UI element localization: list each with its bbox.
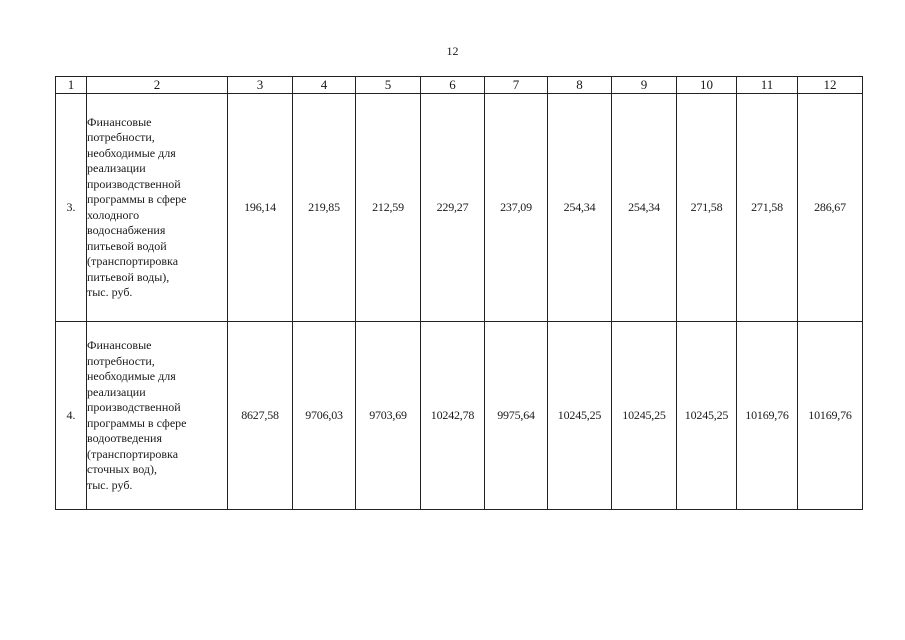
table-cell: 10245,25 bbox=[548, 322, 612, 510]
table-row bbox=[56, 94, 863, 322]
column-header: 11 bbox=[737, 77, 798, 94]
column-header: 8 bbox=[548, 77, 612, 94]
table-cell: 10169,76 bbox=[798, 322, 863, 510]
table-cell: 219,85 bbox=[293, 94, 356, 322]
table-cell: 10245,25 bbox=[612, 322, 677, 510]
column-header: 10 bbox=[677, 77, 737, 94]
page-number: 12 bbox=[446, 44, 459, 58]
table-cell: 237,09 bbox=[485, 94, 548, 322]
financial-needs-table bbox=[55, 76, 863, 510]
column-header: 4 bbox=[293, 77, 356, 94]
table-cell: 10245,25 bbox=[677, 322, 737, 510]
table-cell: 10169,76 bbox=[737, 322, 798, 510]
table-cell: 10242,78 bbox=[421, 322, 485, 510]
table-cell: 229,27 bbox=[421, 94, 485, 322]
table-cell: 254,34 bbox=[612, 94, 677, 322]
table-cell: 254,34 bbox=[548, 94, 612, 322]
column-header: 12 bbox=[798, 77, 863, 94]
row-description: Финансовые потребности, необходимые для реализации производственной программы в сфере холодного водоснабжения питьевой водой (транспортировка питьевой воды), тыс. руб. bbox=[87, 94, 228, 322]
column-header: 6 bbox=[421, 77, 485, 94]
table-cell: 9706,03 bbox=[293, 322, 356, 510]
table-cell: 271,58 bbox=[677, 94, 737, 322]
column-header: 3 bbox=[228, 77, 293, 94]
table-cell: 286,67 bbox=[798, 94, 863, 322]
row-number: 3. bbox=[56, 94, 87, 322]
table-row bbox=[56, 322, 863, 510]
table-cell: 9703,69 bbox=[356, 322, 421, 510]
table-cell: 196,14 bbox=[228, 94, 293, 322]
table-cell: 8627,58 bbox=[228, 322, 293, 510]
column-header: 2 bbox=[87, 77, 228, 94]
column-header: 7 bbox=[485, 77, 548, 94]
row-description: Финансовые потребности, необходимые для реализации производственной программы в сфере водоотведения (транспортировка сточных вод), тыс. руб. bbox=[87, 322, 228, 510]
row-number: 4. bbox=[56, 322, 87, 510]
table-cell: 9975,64 bbox=[485, 322, 548, 510]
table-cell: 271,58 bbox=[737, 94, 798, 322]
table-header-row bbox=[56, 77, 863, 94]
column-header: 1 bbox=[56, 77, 87, 94]
column-header: 5 bbox=[356, 77, 421, 94]
column-header: 9 bbox=[612, 77, 677, 94]
table-cell: 212,59 bbox=[356, 94, 421, 322]
